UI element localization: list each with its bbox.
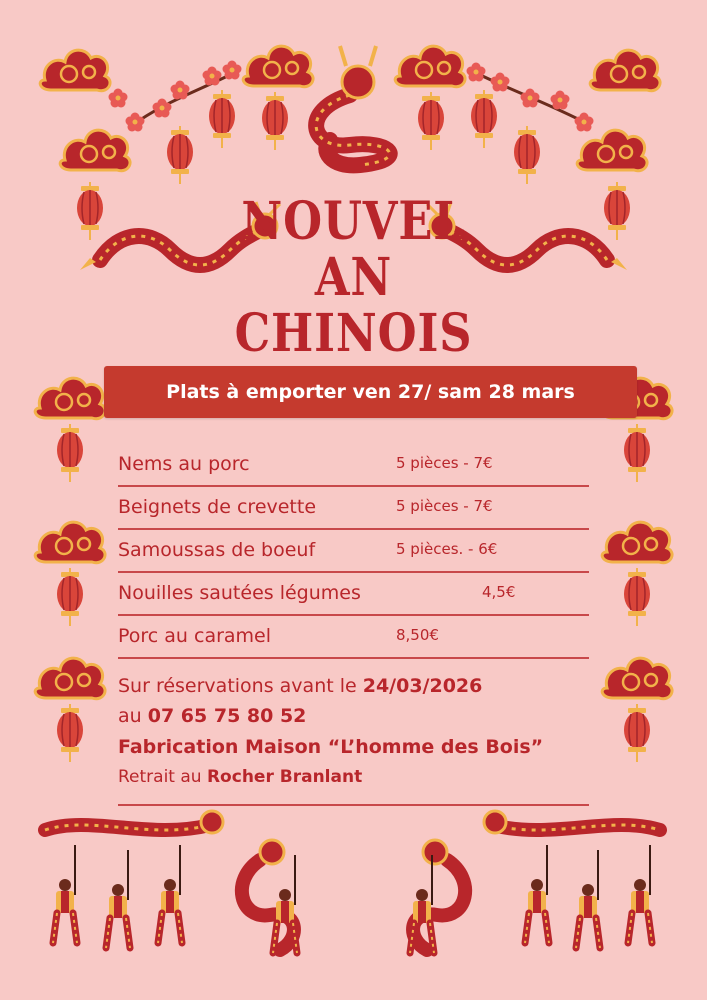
menu-row [118,538,589,581]
lantern-icon [262,92,288,150]
blossom-icon [171,81,190,100]
menu-item-price: 4,5€ [482,583,516,601]
blossom-icon [153,99,172,118]
reservation-prefix: Sur réservations avant le [118,675,363,697]
blossom-icon [126,113,145,132]
divider [118,614,589,616]
divider [118,657,589,659]
lantern-icon [624,704,650,762]
dragon-dancer-icon [158,845,182,943]
dragon-dancer-icon [576,850,600,948]
cloud-icon [60,130,130,171]
menu-item-price: 5 pièces - 7€ [396,454,493,472]
blossom-icon [109,89,128,108]
retrait-place: Rocher Branlant [206,767,363,787]
phone-line [118,704,306,728]
lantern-icon [57,424,83,482]
lantern-icon [624,568,650,626]
lantern-icon [471,90,497,148]
lantern-icon [57,568,83,626]
blossom-icon [575,113,594,132]
divider [118,528,589,530]
lantern-icon [624,424,650,482]
menu-item-name: Beignets de crevette [118,496,317,518]
divider [118,804,589,806]
cloud-icon [35,522,105,563]
cloud-icon [35,378,105,419]
cloud-icon [590,50,660,91]
blossom-icon [551,91,570,110]
menu-item-price: 5 pièces - 7€ [396,497,493,515]
blossom-icon [223,61,242,80]
dragon-icon [316,46,390,165]
reservation-date: 24/03/2026 [362,675,483,697]
title-line-2: AN [314,247,393,308]
menu-row [118,452,589,495]
cloud-icon [35,658,105,699]
title-line-1: NOUVEL [241,191,466,252]
phone-number: 07 65 75 80 52 [147,705,307,727]
blossom-icon [467,63,486,82]
menu-row [118,581,589,624]
menu-row [118,495,589,538]
dragon-dancer-icon [53,845,77,943]
lantern-icon [514,126,540,184]
fabrication-text: Fabrication Maison “L’homme des Bois” [118,736,544,758]
fabrication-line [118,735,543,759]
reservation-line [118,674,482,698]
cloud-icon [577,130,647,171]
dragon-dancer-icon [106,850,130,948]
menu-item-price: 8,50€ [396,626,439,644]
takeaway-banner [104,366,637,418]
banner-text: Plats à emporter ven 27/ sam 28 mars [166,381,575,403]
menu-item-name: Nems au porc [118,453,250,475]
cloud-icon [602,522,672,563]
lantern-icon [418,92,444,150]
cloud-icon [602,658,672,699]
dragon-dancer-icon [525,845,549,943]
lantern-icon [167,126,193,184]
lantern-icon [57,704,83,762]
menu-item-price: 5 pièces. - 6€ [396,540,498,558]
blossom-icon [521,89,540,108]
blossom-icon [203,67,222,86]
blossom-icon [491,73,510,92]
divider [118,485,589,487]
cloud-icon [395,46,465,87]
title-line-3: CHINOIS [234,303,473,364]
menu-item-name: Nouilles sautées légumes [118,582,361,604]
cloud-icon [243,46,313,87]
menu-item-name: Samoussas de boeuf [118,539,316,561]
retrait-prefix: Retrait au [118,767,207,787]
menu-item-name: Porc au caramel [118,625,272,647]
lantern-icon [209,90,235,148]
phone-prefix: au [118,705,148,727]
dragon-dancer-icon [628,845,652,943]
divider [118,571,589,573]
cloud-icon [40,50,110,91]
menu-row [118,624,589,667]
retrait-line [118,765,362,789]
